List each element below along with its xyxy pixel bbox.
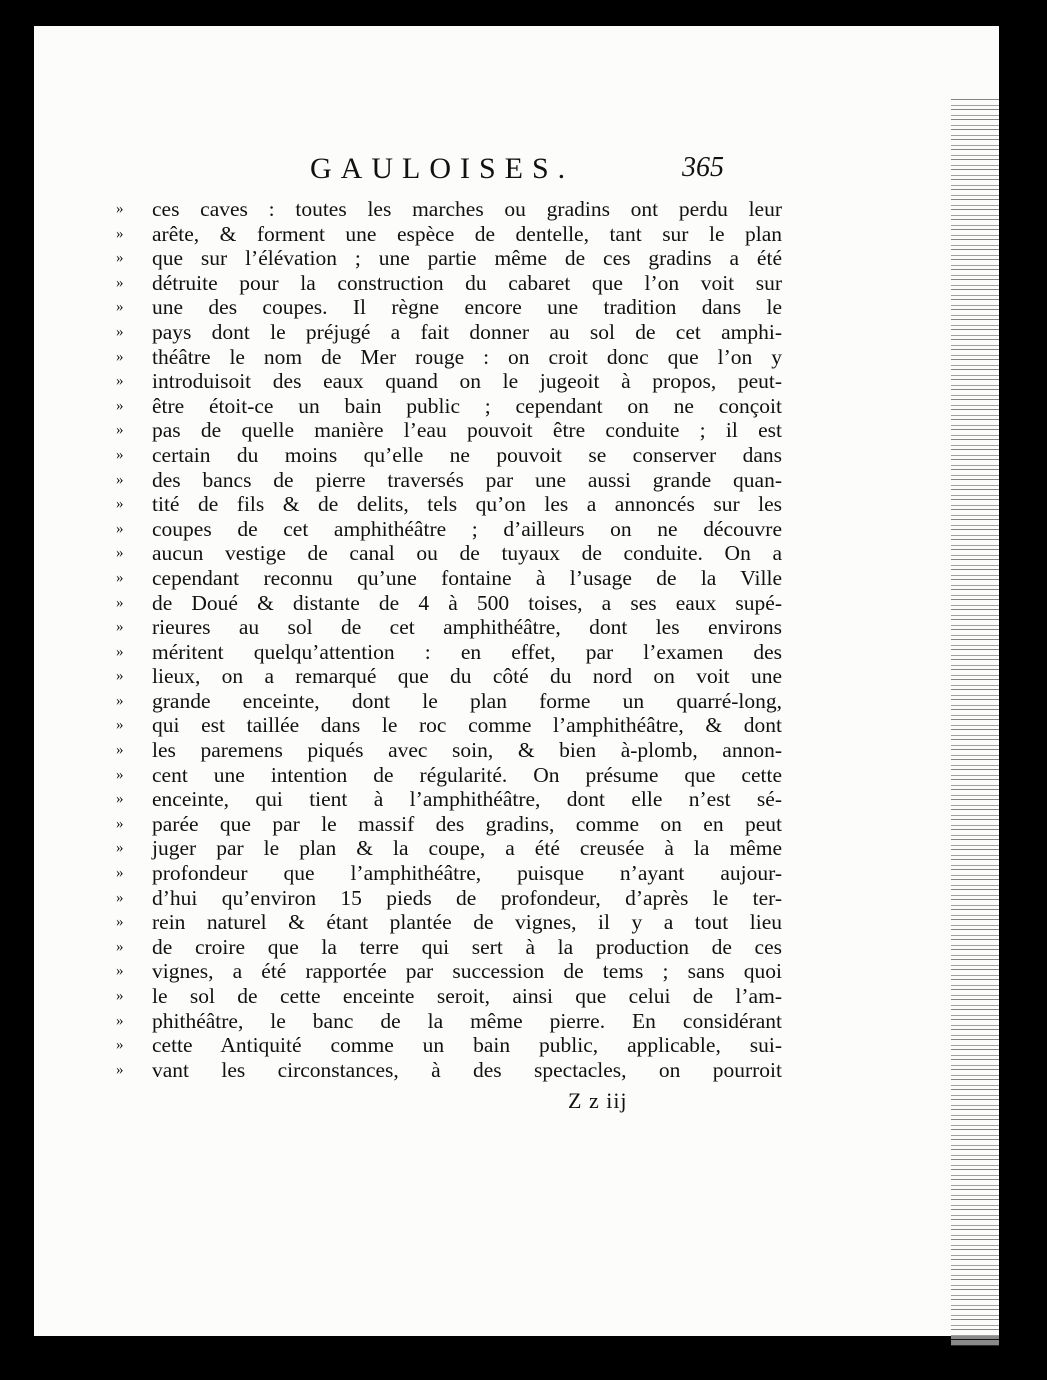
quote-marker: » bbox=[116, 274, 124, 291]
text-line bbox=[116, 959, 782, 984]
line-text: enceinte, qui tient à l’amphithéâtre, dont elle n’est sé- bbox=[152, 787, 782, 812]
body-text bbox=[116, 197, 782, 1082]
text-line bbox=[116, 516, 782, 542]
line-text: profondeur que l’amphithéâtre, puisque n’ayant aujour- bbox=[152, 861, 782, 886]
page-number: 365 bbox=[682, 152, 724, 183]
text-line bbox=[116, 221, 782, 247]
quote-marker: » bbox=[116, 569, 124, 586]
text-line bbox=[116, 344, 782, 370]
quote-marker: » bbox=[116, 988, 124, 1004]
line-text: certain du moins qu’elle ne pouvoit se conserver dans bbox=[152, 442, 782, 467]
text-line bbox=[116, 664, 782, 689]
text-line bbox=[116, 885, 782, 911]
line-text: que sur l’élévation ; une partie même de ces gradins a été bbox=[152, 246, 782, 271]
text-line bbox=[116, 713, 782, 738]
quote-marker: » bbox=[116, 397, 124, 414]
line-text: pas de quelle manière l’eau pouvoit être conduite ; il est bbox=[152, 418, 782, 443]
text-line bbox=[116, 565, 782, 591]
text-line bbox=[116, 639, 782, 665]
text-line bbox=[116, 1033, 782, 1058]
book-page bbox=[34, 26, 999, 1336]
line-text: d’hui qu’environ 15 pieds de profondeur, d’après le ter- bbox=[152, 885, 782, 910]
quote-marker: » bbox=[116, 496, 124, 513]
text-line bbox=[116, 197, 782, 222]
text-line bbox=[116, 541, 782, 566]
line-text: phithéâtre, le banc de la même pierre. En considérant bbox=[152, 1008, 782, 1033]
text-line bbox=[116, 615, 782, 640]
quote-marker: » bbox=[116, 299, 124, 316]
line-text: ces caves : toutes les marches ou gradins ont perdu leur bbox=[152, 197, 782, 221]
quote-marker: » bbox=[116, 471, 124, 488]
text-line bbox=[116, 270, 782, 296]
line-text: rieures au sol de cet amphithéâtre, dont les environs bbox=[152, 615, 782, 640]
quote-marker: » bbox=[116, 225, 124, 242]
quote-marker: » bbox=[116, 348, 124, 365]
text-line bbox=[116, 369, 782, 394]
line-text: vant les circonstances, à des spectacles, on pourroit bbox=[152, 1057, 782, 1082]
text-line bbox=[116, 295, 782, 320]
text-line bbox=[116, 910, 782, 935]
text-line bbox=[116, 762, 782, 788]
quote-marker: » bbox=[116, 619, 124, 636]
line-text: introduisoit des eaux quand on le jugeoit à propos, peut- bbox=[152, 369, 782, 394]
line-text: des bancs de pierre traversés par une aussi grande quan- bbox=[152, 467, 782, 492]
text-line bbox=[116, 934, 782, 960]
line-text: cent une intention de régularité. On présume que cette bbox=[152, 762, 782, 787]
line-text: grande enceinte, dont le plan forme un quarré-long, bbox=[152, 688, 782, 713]
quote-marker: » bbox=[116, 545, 124, 562]
line-text: être étoit-ce un bain public ; cependant on ne conçoit bbox=[152, 393, 782, 418]
quote-marker: » bbox=[116, 422, 124, 439]
line-text: parée que par le massif des gradins, comme on en peut bbox=[152, 811, 782, 836]
quote-marker: » bbox=[116, 840, 124, 857]
quote-marker: » bbox=[116, 446, 124, 463]
quote-marker: » bbox=[116, 865, 124, 882]
text-line bbox=[116, 1057, 782, 1083]
text-line bbox=[116, 590, 782, 616]
quote-marker: » bbox=[116, 914, 124, 931]
text-line bbox=[116, 246, 782, 271]
quote-marker: » bbox=[116, 594, 124, 611]
quote-marker: » bbox=[116, 1012, 124, 1029]
text-line bbox=[116, 787, 782, 812]
line-text: juger par le plan & la coupe, a été creusée à la même bbox=[152, 836, 782, 861]
text-line bbox=[116, 861, 782, 886]
text-line bbox=[116, 418, 782, 443]
signature-mark: Z z iij bbox=[568, 1088, 628, 1113]
text-line bbox=[116, 319, 782, 345]
quote-marker: » bbox=[116, 323, 124, 340]
quote-marker: » bbox=[116, 815, 124, 832]
line-text: méritent quelqu’attention : en effet, par l’examen des bbox=[152, 639, 782, 664]
quote-marker: » bbox=[116, 1037, 124, 1054]
text-line bbox=[116, 393, 782, 419]
quote-marker: » bbox=[116, 201, 124, 217]
quote-marker: » bbox=[116, 766, 124, 783]
text-line bbox=[116, 811, 782, 837]
text-line bbox=[116, 688, 782, 714]
text-line bbox=[116, 984, 782, 1009]
quote-marker: » bbox=[116, 791, 124, 808]
line-text: arête, & forment une espèce de dentelle, tant sur le plan bbox=[152, 221, 782, 246]
line-text: vignes, a été rapportée par succession de tems ; sans quoi bbox=[152, 959, 782, 984]
line-text: détruite pour la construction du cabaret que l’on voit sur bbox=[152, 270, 782, 295]
running-head: GAULOISES. bbox=[310, 152, 575, 185]
quote-marker: » bbox=[116, 742, 124, 759]
line-text: de Doué & distante de 4 à 500 toises, a ses eaux supé- bbox=[152, 590, 782, 615]
line-text: cette Antiquité comme un bain public, applicable, sui- bbox=[152, 1033, 782, 1058]
line-text: le sol de cette enceinte seroit, ainsi que celui de l’am- bbox=[152, 984, 782, 1008]
line-text: rein naturel & étant plantée de vignes, il y a tout lieu bbox=[152, 910, 782, 935]
quote-marker: » bbox=[116, 889, 124, 906]
text-line bbox=[116, 738, 782, 763]
text-line bbox=[116, 1008, 782, 1034]
line-text: tité de fils & de delits, tels qu’on les a annoncés sur les bbox=[152, 492, 782, 517]
quote-marker: » bbox=[116, 692, 124, 709]
text-line bbox=[116, 836, 782, 861]
quote-marker: » bbox=[116, 1061, 124, 1078]
line-text: coupes de cet amphithéâtre ; d’ailleurs on ne découvre bbox=[152, 516, 782, 541]
quote-marker: » bbox=[116, 963, 124, 980]
line-text: pays dont le préjugé a fait donner au sol de cet amphi- bbox=[152, 319, 782, 344]
quote-marker: » bbox=[116, 520, 124, 537]
quote-marker: » bbox=[116, 643, 124, 660]
text-line bbox=[116, 442, 782, 468]
line-text: aucun vestige de canal ou de tuyaux de conduite. On a bbox=[152, 541, 782, 566]
text-line bbox=[116, 492, 782, 517]
line-text: théâtre le nom de Mer rouge : on croit donc que l’on y bbox=[152, 344, 782, 369]
text-line bbox=[116, 467, 782, 493]
page-header bbox=[34, 142, 794, 192]
quote-marker: » bbox=[116, 250, 124, 267]
quote-marker: » bbox=[116, 668, 124, 685]
quote-marker: » bbox=[116, 717, 124, 734]
quote-marker: » bbox=[116, 938, 124, 955]
quote-marker: » bbox=[116, 373, 124, 390]
line-text: qui est taillée dans le roc comme l’amphithéâtre, & dont bbox=[152, 713, 782, 738]
line-text: les paremens piqués avec soin, & bien à-plomb, annon- bbox=[152, 738, 782, 763]
page-edge-shadow bbox=[951, 96, 999, 1346]
line-text: une des coupes. Il règne encore une tradition dans le bbox=[152, 295, 782, 320]
line-text: cependant reconnu qu’une fontaine à l’usage de la Ville bbox=[152, 565, 782, 590]
line-text: lieux, on a remarqué que du côté du nord on voit une bbox=[152, 664, 782, 689]
line-text: de croire que la terre qui sert à la production de ces bbox=[152, 934, 782, 959]
